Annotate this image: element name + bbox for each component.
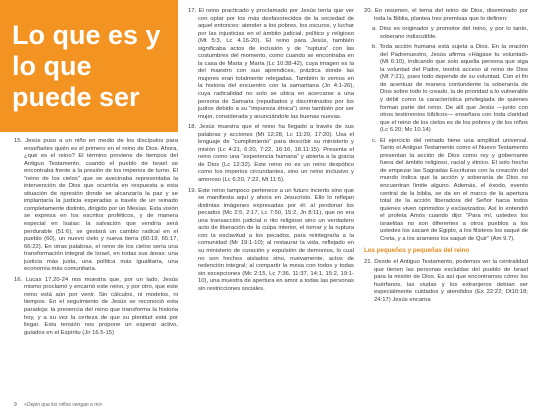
paragraph-text: Lucas 17.20-24 nos muestra que, por un lado, Jesús mismo proclamó y encarnó este reino, y por otro, que este reino está aún por venir. Sin cálculos, ni modelos, ni tiempos. En el seguimiento de Jesús se reconoció esta paradoja: la presencia del reino que transforma la historia hoy, y a su vez la certeza de que su plenitud está por llegar. Esta tensión nos propone un esperar activo, guiados en el Espíritu (Jn 16.5-15) <box>24 276 178 336</box>
paragraph <box>364 26 528 41</box>
paragraph-text: En resumen, el tema del reino de Dios, diseminado por toda la Biblia, plantea tres premisas que lo definen: <box>374 8 528 22</box>
paragraph <box>188 188 354 294</box>
page-title: Lo que es y lo que puede ser <box>12 20 161 112</box>
paragraph-number: 19. <box>188 187 197 194</box>
paragraph <box>188 124 354 184</box>
paragraph-text: Jesús muestra que el reino ha llegado a través de sus palabras y acciones (Mt 12:28, Lc 11:20, 17:20). Usa el lenguaje de “cumplimiento” para describir su ministerio y misión (Lc 4:21, 6:20, 7:22, 16:16, 18.11:15). Presenta el reino como una “experiencia humana” y abierta a la gracia de Dios (Lc 12:32). Este reino no es un reino despótico como los imperios circundantes, sino un reino inclusivo y amoroso (Lc 6:20, 7:22, Mt 11:5). <box>198 124 355 184</box>
paragraph-number: b. <box>372 44 377 51</box>
page-number: 9 <box>14 402 17 408</box>
page-footer <box>14 402 103 408</box>
section-heading: Los pequeños y pequeñas del reino <box>364 247 470 255</box>
paragraph-number: 18. <box>188 124 197 131</box>
column-3-paragraphs <box>364 8 528 243</box>
paragraph <box>364 259 528 304</box>
paragraph-number: 21. <box>364 258 373 265</box>
paragraph-number: 16. <box>14 276 23 283</box>
paragraph-number: 20. <box>364 8 373 14</box>
paragraph-text: Desde el Antiguo Testamento, podemos ver la centralidad que tienen las personas excluidas del pueblo de Israel para la misión de Dios. Es así que encontramos cómo los huérfanos, las viudas y los extranjeros debían ser especialmente cuidados y atendidos (Ex 22:22; Dt10:18; 24:17) Jesús encarna <box>374 258 528 303</box>
paragraph <box>364 44 528 135</box>
paragraph-text: Jesús puso a un niño en medio de los discípulos para enseñarles quién es el primero en el reino de Dios. Ahora, ¿qué es el reino? El término proviene de tiempos del Antiguo Testamento, cuando el pueblo de Israel se encontraba frente a la presión de los imperios de turno. El “reino de los cielos” que se avecinaba representaba la intervención de Dios que ocurriría en respuesta a esta situación de opresión donde se alcanzaría la paz y se implantaría la justicia esperadas a través de un reinado completamente distinto, dirigido por un Mesías. Esta visión se expresa en los escritos proféticos, y de manera especial en Isaías: la salvación que vendría será perdurable (51:6), se gestará un cambio radical en el pueblo (60), un nuevo cielo y nueva tierra (60:19, 65:17, 66:22). En otras palabras, el reino de los cielos sería una transformación integral de Israel, en todas sus áreas: una justicia más justa, una política más igualitaria, una economía más comunitaria. <box>24 138 179 273</box>
column-2 <box>188 8 354 296</box>
paragraph <box>364 8 528 23</box>
paragraph-text: El reino practicado y proclamado por Jesús tenía que ver con optar por los más desfavorecidos de la sociedad de aquel entonces: atender a los pobres, los oscuros, y luchar por las injusticias en el ámbito judicial, político y religioso (Mt 5:3, Lc 4.16-20). El reino para Jesús, también significaba actos de inclusión y de “ruptura” con las costumbres del momento, como cuando se encontraba en la casa de Marta y María (Lc 10:38-42), cuya imagen es la del maestro con sus aprendices, práctica donde las mujeres eran totalmente relegadas. También lo vemos en la historia del encuentro con la samaritana (Jn 4:1-26), cuya radicalidad no solo se ubica en acercarse a una persona de Samaria (repudiados y discriminados por los judíos debido a su “impureza étnica”) sino también por ser mujer, considerada y anunciándole las buenas nuevas. <box>198 8 355 120</box>
paragraph <box>14 138 178 274</box>
paragraph-number: 17. <box>188 8 197 14</box>
column-1 <box>14 138 178 340</box>
title-block <box>0 0 178 132</box>
paragraph-text: Este reino tampoco pertenece a un futuro incierto sino que se manifiesta aquí y ahora en Jesucristo. Ello lo reflejan distintas imágenes expresadas por él: al perdonar los pecados (Mc 2:5, 2:17, Lc 7:50, 15:2, Jn 8:11), que no era una transacción judicial o rito religioso sino un verdadero acto de liberación de la culpa interior, el tornar y la ruptura con la esclavitud a los pecados, para reintegrarla a la comunidad (Mr 19:1-10); al restaurar la vida, reflejado en su ministerio de curación y expulsión de demonios, lo cual no son hechos aislados sino, nuevamente, actos de redención integral; al compartir la mesa con todos y todas sin excepciones (Mc 2:15, Lc 7:36, 11:37, 14:1, 15:2, 19:1-10), una muestra de apertura en amor a todas las personas sin restricciones sociales. <box>198 187 354 292</box>
column-3-paragraphs-after <box>364 259 528 304</box>
paragraph <box>14 277 178 337</box>
paragraph-number: 15. <box>14 138 23 144</box>
paragraph-text: Dios es originador y promotor del reino, y por lo tanto, soberano indiscutible. <box>379 26 528 40</box>
paragraph <box>188 8 354 121</box>
paragraph-text: Toda acción humana está sujeta a Dios. En la oración del Padrenuestro, Jesús afirma «Hágase tu voluntad» (Mt 6:10), indicando que solo aquella persona que siga la voluntad del Padre, tendrá acceso al reino de Dios (Mt 7:21), pues todo depende de su voluntad. Con el fin de acentuar de manera contundente la soberanía de Dios sobre todo lo creado, la de prioridad a lo vulnerable y débil como la característica privilegiada de quienes forman parte del reino. De allí que Jesús —junto con otros testimonios bíblicos— enseñara con toda claridad que el reino de los cielos es de los pobres y de los niños (Lc 6.20; Mc 10.14) <box>379 44 528 134</box>
paragraph-number: a. <box>372 26 377 33</box>
footer-text: «Dejen que los niños vengan a mí» <box>24 402 103 408</box>
paragraph-text: El ejercicio del reinado tiene una amplitud universal. Tanto el Antiguo Testamento como el Nuevo Testamento presentan la acción de Dios como rey y gobernante fuera del ámbito religioso, racial y étnico. El solo hecho de empezar las Sagradas Escrituras con la creación del mundo indica que la acción y soberanía de Dios no encuentran límite alguno. Además, el éxodo, evento central de la biblia, se da en el marco de la apertura total de la acción liberadora del Señor hacia todos quienes viven oprimidos y esclavizados. Así lo entendió el profeta Amós cuando dijo: “Para mí, ustedes los israelitas no son diferentes a otros pueblos a los ustedes los sacaré de Egipto, a los filisteos los saqué de Creta, y a los arameos los saqué de Quir” (Am 9.7). <box>379 137 528 242</box>
paragraph <box>364 138 528 244</box>
column-3 <box>364 8 528 307</box>
paragraph-number: c. <box>372 137 377 144</box>
